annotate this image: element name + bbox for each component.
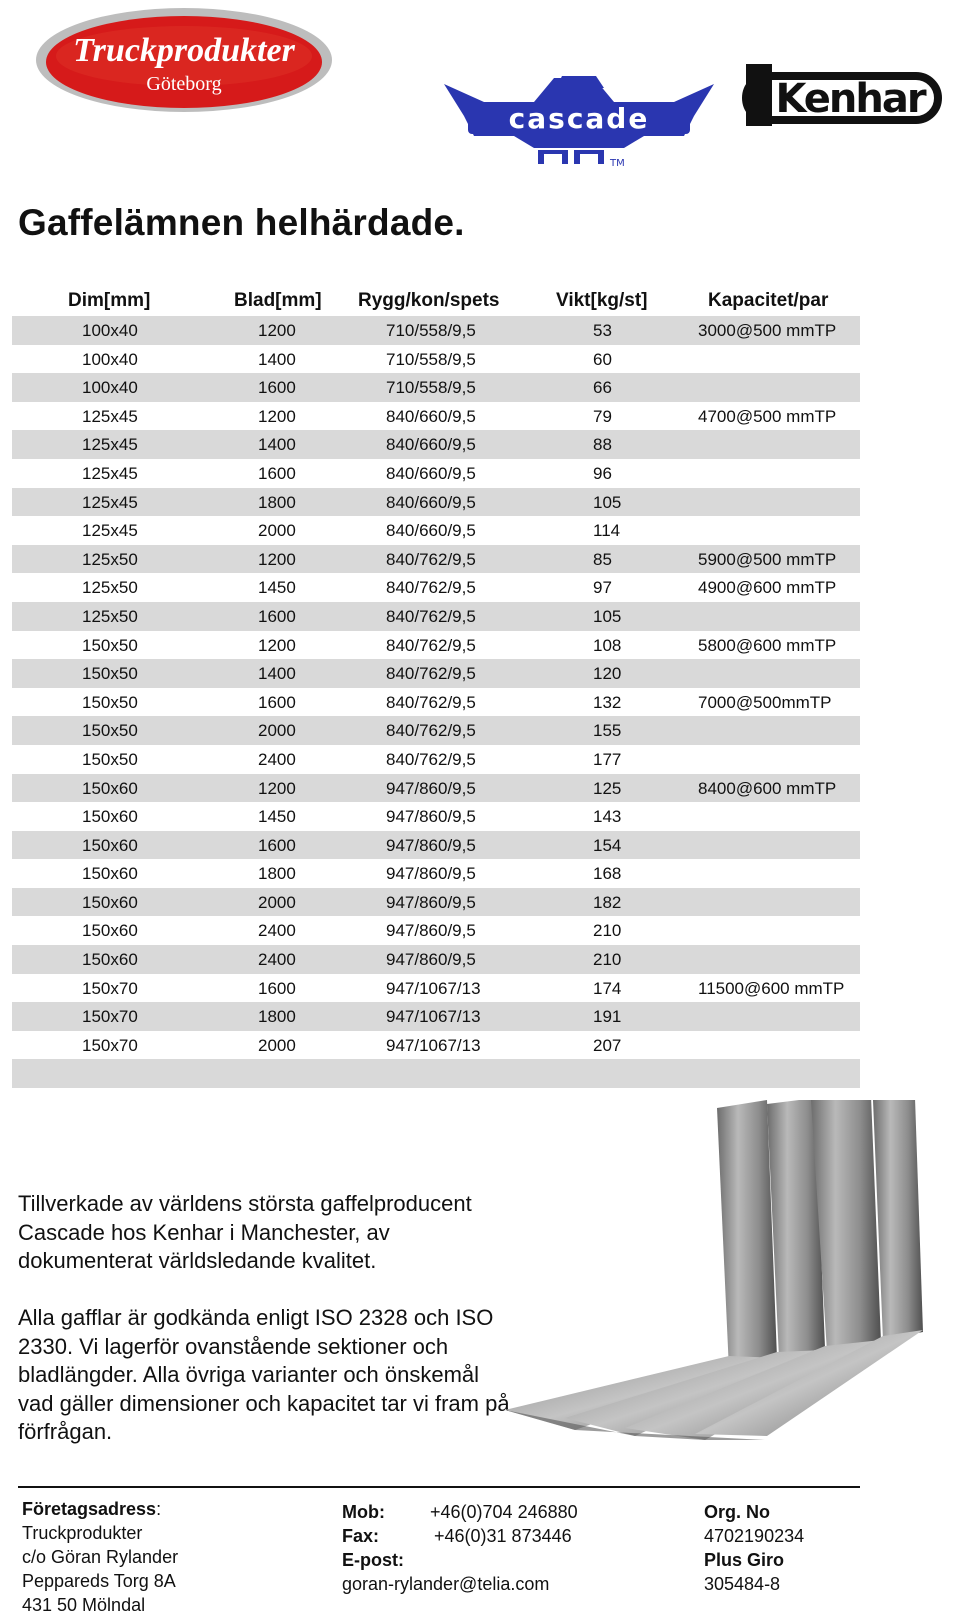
cell-rygg: 947/1067/13 — [386, 1007, 481, 1027]
cell-blad: 1600 — [258, 692, 296, 712]
cell-vikt: 97 — [593, 578, 612, 598]
cell-kapacitet: 5800@600 mmTP — [698, 635, 837, 655]
cell-rygg: 947/1067/13 — [386, 978, 481, 998]
address-street: Peppareds Torg 8A — [22, 1571, 176, 1591]
cell-blad: 1600 — [258, 978, 296, 998]
cell-dim: 150x50 — [82, 749, 138, 769]
cell-vikt: 143 — [593, 807, 622, 827]
table-row — [12, 345, 860, 374]
table-row — [12, 459, 860, 488]
table-row — [12, 659, 860, 688]
kenhar-logo-name: Kenhar — [775, 76, 925, 122]
cell-blad: 1600 — [258, 378, 296, 398]
truckprodukter-logo-name: Truckprodukter — [73, 32, 295, 69]
cell-dim: 125x50 — [82, 578, 138, 598]
table-row — [12, 745, 860, 774]
cell-vikt: 105 — [593, 492, 622, 512]
table-row — [12, 516, 860, 545]
cascade-logo — [444, 76, 714, 174]
cell-dim: 100x40 — [82, 321, 138, 340]
cell-blad: 1200 — [258, 406, 296, 426]
table-row — [12, 316, 860, 345]
cell-vikt: 108 — [593, 635, 622, 655]
cascade-logo-name: cascade — [508, 102, 650, 135]
org-value: 4702190234 — [704, 1526, 805, 1546]
cell-rygg: 947/860/9,5 — [386, 892, 476, 912]
cell-rygg: 840/762/9,5 — [386, 578, 476, 598]
cell-dim: 150x60 — [82, 950, 138, 970]
cell-dim: 125x45 — [82, 521, 138, 541]
cell-rygg: 840/660/9,5 — [386, 435, 476, 455]
cell-dim: 125x50 — [82, 606, 138, 626]
cell-kapacitet: 11500@600 mmTP — [698, 978, 845, 998]
cell-rygg: 840/660/9,5 — [386, 463, 476, 483]
cell-vikt: 125 — [593, 778, 622, 798]
cell-dim: 125x45 — [82, 463, 138, 483]
cell-dim: 100x40 — [82, 349, 138, 369]
table-row — [12, 831, 860, 860]
table-row — [12, 1031, 860, 1060]
table-header — [12, 286, 860, 316]
cell-vikt: 66 — [593, 378, 612, 398]
table-row — [12, 631, 860, 660]
table-row — [12, 1059, 860, 1088]
cell-blad: 2000 — [258, 892, 296, 912]
cell-rygg: 840/762/9,5 — [386, 606, 476, 626]
address-label: Företagsadress — [22, 1499, 157, 1519]
table-row — [12, 916, 860, 945]
cell-kapacitet: 3000@500 mmTP — [698, 321, 837, 340]
table-row — [12, 945, 860, 974]
cell-dim: 150x50 — [82, 635, 138, 655]
cell-vikt: 168 — [593, 864, 622, 884]
table-body — [12, 316, 860, 1088]
mob-value: +46(0)704 246880 — [430, 1502, 578, 1522]
header-vikt: Vikt[kg/st] — [556, 290, 648, 311]
cell-rygg: 710/558/9,5 — [386, 378, 476, 398]
kenhar-logo — [742, 60, 942, 130]
cell-vikt: 114 — [593, 521, 621, 541]
cell-vikt: 53 — [593, 321, 612, 340]
table-row — [12, 602, 860, 631]
cell-rygg: 840/660/9,5 — [386, 521, 476, 541]
cell-rygg: 947/860/9,5 — [386, 864, 476, 884]
cell-blad: 2000 — [258, 721, 296, 741]
table-row — [12, 373, 860, 402]
cell-dim: 125x45 — [82, 435, 138, 455]
description-paragraph-1: Tillverkade av världens största gaffelproducent Cascade hos Kenhar i Manchester, av dokumenterat världsledande kvalitet. — [18, 1191, 472, 1273]
table-row — [12, 488, 860, 517]
cell-dim: 150x60 — [82, 835, 138, 855]
cell-rygg: 947/860/9,5 — [386, 921, 476, 941]
cell-rygg: 840/762/9,5 — [386, 635, 476, 655]
table-row — [12, 430, 860, 459]
table-row — [12, 402, 860, 431]
cell-blad: 1200 — [258, 635, 296, 655]
cell-vikt: 174 — [593, 978, 622, 998]
cell-vikt: 60 — [593, 349, 612, 369]
giro-value: 305484-8 — [704, 1574, 781, 1594]
cell-vikt: 154 — [593, 835, 622, 855]
cell-vikt: 105 — [593, 606, 622, 626]
cell-blad: 1800 — [258, 864, 296, 884]
email-value[interactable]: goran-rylander@telia.com — [342, 1574, 550, 1594]
cell-rygg: 840/762/9,5 — [386, 721, 476, 741]
cell-vikt: 177 — [593, 749, 622, 769]
mob-label: Mob: — [342, 1502, 385, 1522]
cell-rygg: 840/660/9,5 — [386, 406, 476, 426]
cell-blad: 1200 — [258, 321, 296, 340]
table-row — [12, 545, 860, 574]
cell-blad: 1400 — [258, 349, 296, 369]
cell-rygg: 710/558/9,5 — [386, 321, 476, 340]
address-label-colon: : — [156, 1499, 162, 1519]
cell-vikt: 207 — [593, 1035, 622, 1055]
table-row — [12, 774, 860, 803]
truckprodukter-logo — [34, 6, 334, 114]
cell-rygg: 947/860/9,5 — [386, 835, 476, 855]
email-label: E-post: — [342, 1550, 404, 1570]
cell-dim: 125x50 — [82, 549, 138, 569]
table-row — [12, 974, 860, 1003]
specs-table — [12, 286, 860, 1088]
cell-vikt: 210 — [593, 950, 622, 970]
cell-kapacitet: 8400@600 mmTP — [698, 778, 837, 798]
table-row — [12, 688, 860, 717]
cell-blad: 2400 — [258, 950, 296, 970]
address-city: 431 50 Mölndal — [22, 1595, 146, 1615]
cell-blad: 1400 — [258, 664, 296, 684]
cell-rygg: 840/762/9,5 — [386, 664, 476, 684]
cell-blad: 2000 — [258, 1035, 296, 1055]
address-co: c/o Göran Rylander — [22, 1547, 179, 1567]
header-dim: Dim[mm] — [68, 290, 151, 311]
cell-vikt: 155 — [593, 721, 622, 741]
cell-rygg: 947/860/9,5 — [386, 807, 476, 827]
cell-blad: 1800 — [258, 1007, 296, 1027]
cell-dim: 150x60 — [82, 921, 138, 941]
address-company: Truckprodukter — [22, 1523, 143, 1543]
cell-blad: 2400 — [258, 921, 296, 941]
giro-label: Plus Giro — [704, 1550, 785, 1570]
cell-rygg: 710/558/9,5 — [386, 349, 476, 369]
table-row — [12, 573, 860, 602]
cell-dim: 150x60 — [82, 778, 138, 798]
cell-vikt: 96 — [593, 463, 612, 483]
fax-value: +46(0)31 873446 — [434, 1526, 572, 1546]
cell-blad: 1800 — [258, 492, 296, 512]
cell-vikt: 182 — [593, 892, 622, 912]
description-paragraph-2: Alla gafflar är godkända enligt ISO 2328 och ISO 2330. Vi lagerför ovanstående sektioner och bladlängder. Alla övriga varianter och önskemål vad gäller dimensioner och kapacitet tar vi fram på förfrågan. — [18, 1305, 510, 1444]
cell-dim: 125x45 — [82, 406, 138, 426]
cell-vikt: 210 — [593, 921, 622, 941]
cell-blad: 1600 — [258, 835, 296, 855]
cell-vikt: 132 — [593, 692, 622, 712]
table-row — [12, 802, 860, 831]
truckprodukter-logo-sub: Göteborg — [146, 73, 222, 95]
cell-rygg: 840/660/9,5 — [386, 492, 476, 512]
cell-vikt: 79 — [593, 406, 612, 426]
table-row — [12, 888, 860, 917]
cell-blad: 1200 — [258, 549, 296, 569]
cell-dim: 150x50 — [82, 721, 138, 741]
cell-rygg: 840/762/9,5 — [386, 692, 476, 712]
cell-blad: 1600 — [258, 463, 296, 483]
header-kapacitet: Kapacitet/par — [708, 290, 829, 311]
cell-dim: 150x60 — [82, 864, 138, 884]
cell-blad: 1450 — [258, 578, 296, 598]
cell-blad: 2000 — [258, 521, 296, 541]
header-blad: Blad[mm] — [234, 290, 322, 311]
footer-address — [22, 1497, 178, 1617]
table-row — [12, 1002, 860, 1031]
forks-image — [505, 1100, 957, 1460]
cell-dim: 150x70 — [82, 978, 138, 998]
cell-vikt: 85 — [593, 549, 612, 569]
cell-blad: 1600 — [258, 606, 296, 626]
cell-dim: 150x50 — [82, 692, 138, 712]
table-row — [12, 859, 860, 888]
cell-vikt: 120 — [593, 664, 622, 684]
cell-rygg: 840/762/9,5 — [386, 549, 476, 569]
cell-dim: 100x40 — [82, 378, 138, 398]
cell-rygg: 947/860/9,5 — [386, 950, 476, 970]
cell-rygg: 947/860/9,5 — [386, 778, 476, 798]
cell-blad: 1200 — [258, 778, 296, 798]
cell-rygg: 840/762/9,5 — [386, 749, 476, 769]
cell-vikt: 191 — [593, 1007, 622, 1027]
cell-blad: 2400 — [258, 749, 296, 769]
footer-divider — [18, 1486, 860, 1488]
page-title: Gaffelämnen helhärdade. — [18, 202, 465, 243]
table-row — [12, 716, 860, 745]
footer-company-ids — [704, 1500, 804, 1596]
header-rygg: Rygg/kon/spets — [358, 290, 500, 311]
cell-dim: 125x45 — [82, 492, 138, 512]
cascade-logo-tm: TM — [610, 158, 625, 169]
cell-blad: 1450 — [258, 807, 296, 827]
cell-blad: 1400 — [258, 435, 296, 455]
org-label: Org. No — [704, 1502, 770, 1522]
cell-dim: 150x60 — [82, 892, 138, 912]
cell-dim: 150x50 — [82, 664, 138, 684]
cell-rygg: 947/1067/13 — [386, 1035, 481, 1055]
cell-dim: 150x70 — [82, 1007, 138, 1027]
cell-kapacitet: 4700@500 mmTP — [698, 406, 837, 426]
fax-label: Fax: — [342, 1526, 380, 1546]
cell-kapacitet: 5900@500 mmTP — [698, 549, 837, 569]
cell-kapacitet: 4900@600 mmTP — [698, 578, 837, 598]
cell-dim: 150x70 — [82, 1035, 138, 1055]
cell-vikt: 88 — [593, 435, 612, 455]
footer-contact — [342, 1500, 578, 1596]
cell-dim: 150x60 — [82, 807, 138, 827]
cell-kapacitet: 7000@500mmTP — [698, 692, 832, 712]
